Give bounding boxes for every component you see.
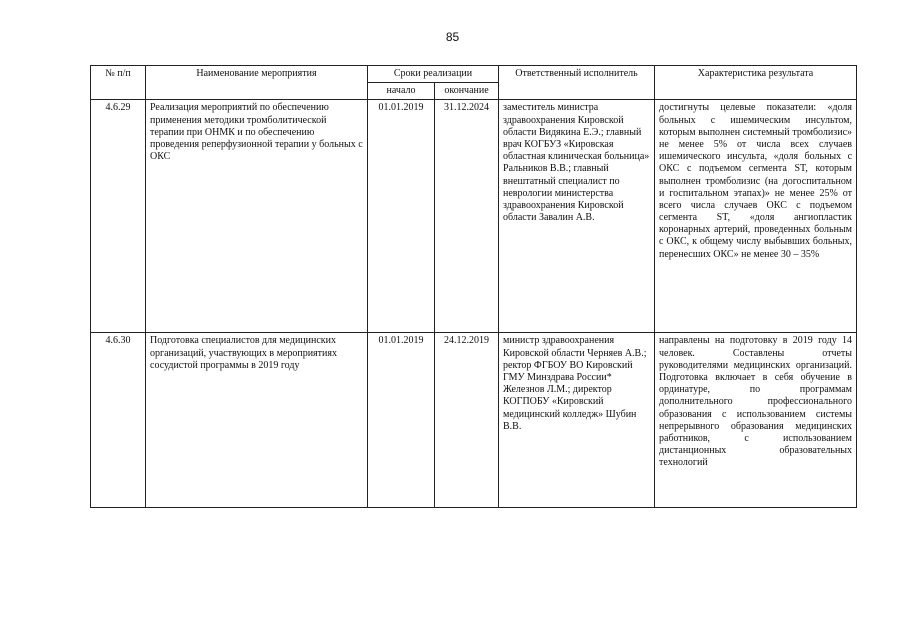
row-name: Подготовка специалистов для медицинских организаций, участвующих в мероприятиях сосудистой программы в 2019 году [146, 333, 368, 508]
row-start-date: 01.01.2019 [368, 100, 435, 333]
header-executor: Ответственный исполнитель [499, 66, 655, 100]
row-name: Реализация мероприятий по обеспечению применения методики тромболитической терапии при ОНМК и по обеспечению проведения реперфузионной терапии у больных с ОКС [146, 100, 368, 333]
header-num: № п/п [91, 66, 146, 100]
row-start-date: 01.01.2019 [368, 333, 435, 508]
table-header-row [91, 66, 857, 83]
measures-table [90, 65, 857, 508]
row-executor: министр здравоохранения Кировской области Черняев А.В.; ректор ФГБОУ ВО Кировский ГМУ Минздрава России* Железнов Л.М.; директор КОГПОБУ «Кировский медицинский колледж» Шубин В.В. [499, 333, 655, 508]
row-result: достигнуты целевые показатели: «доля больных с ишемическим инсультом, которым выполнен системный тромболизис» не менее 5% от числа всех случаев ишемического инсульта, «доля больных с ОКС с подъемом сегмента ST, которым выполнен тромболизис (на догоспитальном и госпитальном этапах)» не менее 25% от всего числа случаев ОКС с подъемом сегмента ST, «доля ангиопластик коронарных артерий, проведенных больным с ОКС, к общему числу выбывших больных, перенесших ОКС» не менее 30 – 35% [655, 100, 857, 333]
row-end-date: 31.12.2024 [435, 100, 499, 333]
table-row [91, 100, 857, 333]
row-executor: заместитель министра здравоохранения Кировской области Видякина Е.Э.; главный врач КОГБУЗ «Кировская областная клиническая больница» Ральников В.В.; главный внештатный специалист по неврологии министерства здравоохранения Кировской области Завалин А.В. [499, 100, 655, 333]
header-end: окончание [435, 83, 499, 100]
header-name: Наименование мероприятия [146, 66, 368, 100]
row-num: 4.6.29 [91, 100, 146, 333]
row-end-date: 24.12.2019 [435, 333, 499, 508]
row-num: 4.6.30 [91, 333, 146, 508]
header-result: Характеристика результата [655, 66, 857, 100]
row-result: направлены на подготовку в 2019 году 14 человек. Составлены отчеты руководителями медицинских организаций. Подготовка включает в себя обучение в ординатуре, по программам дополнительного профессионального образования с использованием системы непрерывного образования медицинских работников, с использованием дистанционных образовательных технологий [655, 333, 857, 508]
header-start: начало [368, 83, 435, 100]
table-row [91, 333, 857, 508]
header-terms: Сроки реализации [368, 66, 499, 83]
page-number: 85 [445, 30, 460, 44]
